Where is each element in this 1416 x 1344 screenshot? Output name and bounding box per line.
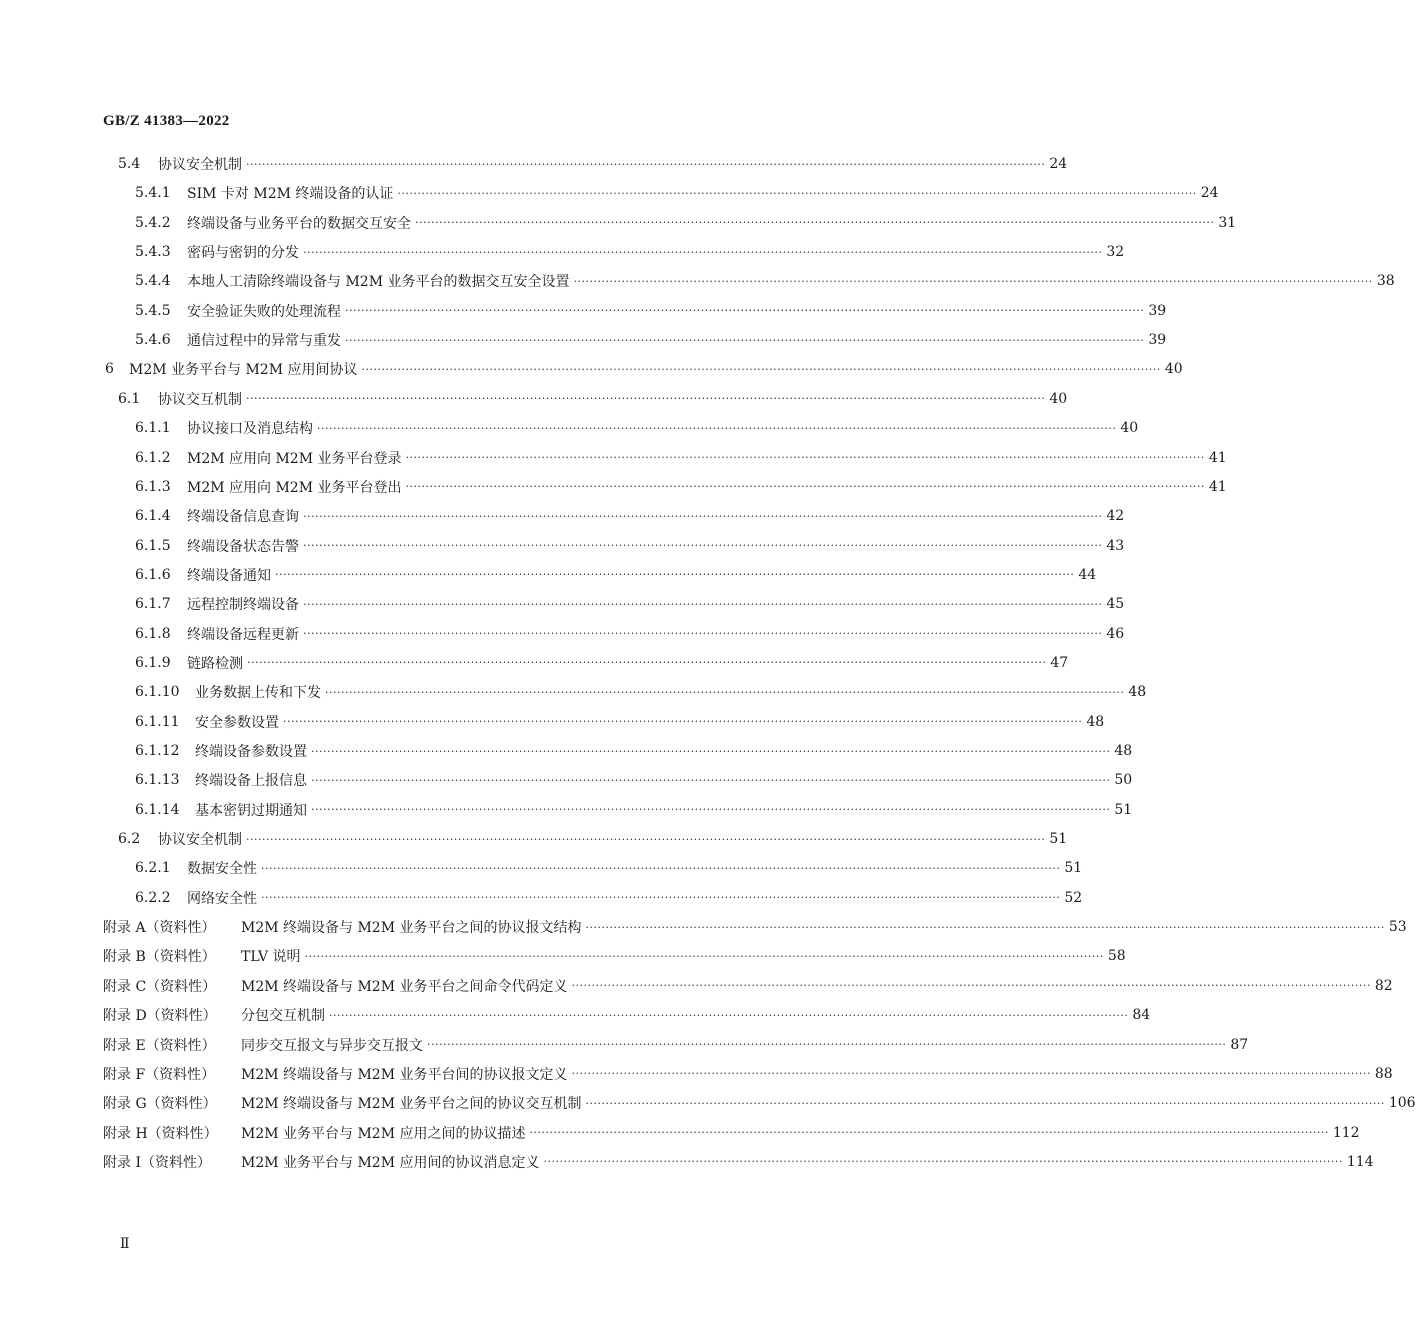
toc-entry-page: 106 (1388, 1095, 1416, 1112)
toc-entry-page: 41 (1208, 449, 1227, 466)
toc-entry-title: 通信过程中的异常与重发 (187, 333, 341, 350)
toc-entry-number: 6.1.13 (135, 772, 180, 789)
standard-code: GB/Z 41383—2022 (103, 113, 230, 129)
toc-dot-leader: ········································································································································································································ (246, 832, 1046, 846)
toc-entry-title: M2M 终端设备与 M2M 业务平台间的协议报文定义 (241, 1066, 568, 1083)
toc-entry[interactable] (135, 504, 1125, 528)
toc-entry-title: M2M 业务平台与 M2M 应用间协议 (129, 362, 358, 379)
toc-entry[interactable] (135, 798, 1133, 822)
toc-entry[interactable] (103, 1033, 1249, 1057)
toc-entry-title: 协议接口及消息结构 (187, 421, 313, 438)
toc-entry-page: 51 (1064, 860, 1083, 877)
toc-entry-page: 112 (1332, 1124, 1360, 1141)
toc-entry-page: 46 (1106, 625, 1125, 642)
toc-entry-page: 47 (1050, 654, 1069, 671)
toc-entry-page: 48 (1114, 743, 1133, 759)
toc-entry-number: 附录 E（资料性） (103, 1037, 216, 1054)
toc-entry-title: 协议安全机制 (158, 832, 242, 849)
toc-dot-leader: ········································································································································································································ (361, 362, 1161, 376)
toc-entry-page: 45 (1106, 596, 1125, 613)
toc-entry[interactable] (135, 739, 1133, 763)
toc-entry-number: 5.4.2 (135, 214, 171, 231)
toc-entry-page: 38 (1376, 273, 1395, 290)
toc-dot-leader: ········································································································································································································ (571, 979, 1371, 993)
toc-entry-page: 32 (1106, 244, 1125, 261)
toc-dot-leader: ········································································································································································································ (529, 1126, 1329, 1140)
toc-entry-title: 网络安全性 (187, 890, 257, 907)
toc-entry-page: 40 (1049, 390, 1068, 407)
toc-entry[interactable] (135, 211, 1237, 235)
toc-dot-leader: ········································································································································································································ (325, 685, 1125, 699)
toc-entry-title: 终端设备状态告警 (187, 538, 299, 555)
toc-entry[interactable] (135, 710, 1105, 734)
toc-entry[interactable] (135, 534, 1125, 558)
toc-dot-leader: ········································································································································································································ (571, 1067, 1371, 1081)
toc-dot-leader: ········································································································································································································ (585, 920, 1385, 934)
toc-entry[interactable] (103, 1091, 1416, 1115)
toc-entry[interactable] (135, 416, 1139, 440)
toc-dot-leader: ········································································································································································································ (275, 568, 1075, 582)
toc-entry[interactable] (135, 181, 1219, 205)
toc-entry[interactable] (135, 240, 1125, 264)
toc-entry-title: M2M 业务平台与 M2M 应用间的协议消息定义 (241, 1154, 540, 1171)
toc-entry-number: 5.4.4 (135, 273, 171, 290)
toc-entry-number: 5.4.5 (135, 302, 171, 319)
toc-entry-number: 附录 I（资料性） (103, 1154, 211, 1171)
toc-dot-leader: ········································································································································································································ (585, 1096, 1385, 1110)
toc-entry-title: M2M 业务平台与 M2M 应用之间的协议描述 (241, 1125, 526, 1142)
toc-entry-title: 本地人工清除终端设备与 M2M 业务平台的数据交互安全设置 (187, 274, 570, 291)
toc-dot-leader: ········································································································································································································ (397, 186, 1197, 200)
toc-entry-page: 88 (1374, 1065, 1393, 1082)
toc-entry[interactable] (103, 944, 1126, 968)
toc-entry-page: 114 (1346, 1153, 1374, 1170)
toc-entry-page: 40 (1120, 420, 1139, 437)
toc-entry-page: 39 (1148, 302, 1167, 319)
toc-dot-leader: ········································································································································································································ (405, 480, 1205, 494)
toc-entry[interactable] (135, 768, 1133, 792)
toc-entry-number: 附录 D（资料性） (103, 1008, 217, 1025)
toc-entry[interactable] (135, 446, 1227, 470)
toc-entry-number: 6.2 (118, 831, 141, 848)
toc-entry-title: 终端设备信息查询 (187, 509, 299, 526)
toc-entry-page: 31 (1218, 214, 1237, 231)
toc-entry-page: 41 (1208, 478, 1227, 495)
toc-entry[interactable] (135, 299, 1167, 323)
toc-entry-number: 6.1 (118, 390, 141, 407)
toc-dot-leader: ········································································································································································································ (415, 216, 1215, 230)
toc-entry-title: 安全参数设置 (195, 714, 279, 731)
toc-entry-page: 58 (1107, 948, 1126, 965)
toc-entry[interactable] (103, 915, 1407, 939)
toc-dot-leader: ········································································································································································································ (543, 1155, 1343, 1169)
toc-dot-leader: ········································································································································································································ (246, 392, 1046, 406)
toc-dot-leader: ········································································································································································································ (311, 773, 1111, 787)
toc-entry-number: 附录 H（资料性） (103, 1125, 218, 1142)
toc-entry[interactable] (135, 269, 1395, 293)
toc-entry-title: 终端设备上报信息 (195, 773, 307, 790)
toc-entry-page: 43 (1106, 537, 1125, 554)
toc-entry-number: 6.1.5 (135, 537, 171, 554)
toc-entry-number: 6.1.3 (135, 478, 171, 495)
toc-entry-page: 84 (1132, 1007, 1151, 1024)
toc-entry-number: 6.1.8 (135, 625, 171, 642)
toc-dot-leader: ········································································································································································································ (303, 245, 1103, 259)
toc-entry-number: 5.4 (118, 156, 141, 172)
toc-entry-page: 51 (1114, 801, 1133, 818)
toc-dot-leader: ········································································································································································································ (247, 656, 1047, 670)
page-number: Ⅱ (120, 1236, 130, 1252)
toc-entry-title: 远程控制终端设备 (187, 597, 299, 614)
toc-dot-leader: ········································································································································································································ (303, 539, 1103, 553)
toc-entry-page: 51 (1049, 831, 1068, 848)
toc-entry-number: 附录 C（资料性） (103, 978, 217, 995)
toc-entry-number: 5.4.3 (135, 244, 171, 261)
toc-entry-page: 53 (1388, 919, 1407, 936)
toc-entry-title: 同步交互报文与异步交互报文 (241, 1037, 423, 1054)
toc-entry-title: M2M 应用向 M2M 业务平台登录 (187, 450, 402, 467)
toc-entry-page: 40 (1164, 361, 1183, 378)
toc-dot-leader: ········································································································································································································ (345, 304, 1145, 318)
toc-entry-title: 密码与密钥的分发 (187, 245, 299, 262)
toc-entry-title: M2M 终端设备与 M2M 业务平台之间的协议报文结构 (241, 920, 582, 937)
toc-entry[interactable] (135, 475, 1227, 499)
toc-entry-number: 6 (105, 361, 114, 378)
toc-entry[interactable] (103, 1121, 1360, 1145)
toc-entry[interactable] (135, 622, 1125, 646)
toc-entry-title: 协议交互机制 (158, 391, 242, 408)
toc-entry-page: 44 (1078, 566, 1097, 583)
toc-entry[interactable] (135, 328, 1167, 352)
toc-entry-page: 48 (1086, 713, 1105, 730)
toc-entry-number: 6.1.7 (135, 596, 171, 613)
toc-dot-leader: ········································································································································································································ (427, 1038, 1227, 1051)
toc-dot-leader: ········································································································································································································ (261, 861, 1061, 875)
toc-entry-page: 82 (1374, 977, 1393, 994)
toc-dot-leader: ········································································································································································································ (317, 421, 1117, 435)
toc-entry-page: 52 (1064, 889, 1083, 906)
toc-entry-title: 终端设备与业务平台的数据交互安全 (187, 215, 411, 232)
toc-entry-title: 协议安全机制 (158, 157, 242, 173)
toc-entry-number: 6.2.1 (135, 860, 171, 877)
toc-entry-page: 42 (1106, 508, 1125, 525)
toc-entry-number: 附录 F（资料性） (103, 1066, 216, 1083)
toc-entry[interactable] (103, 1150, 1374, 1174)
toc-entry[interactable] (118, 387, 1068, 411)
toc-entry-number: 6.2.2 (135, 889, 171, 906)
toc-entry-page: 24 (1049, 156, 1068, 172)
toc-entry-page: 87 (1230, 1036, 1249, 1053)
toc-dot-leader: ········································································································································································································ (303, 627, 1103, 641)
toc-entry[interactable] (135, 592, 1125, 616)
toc-dot-leader: ········································································································································································································ (311, 803, 1111, 817)
toc-entry[interactable] (103, 974, 1393, 998)
toc-entry[interactable] (105, 357, 1183, 381)
toc-entry-page: 39 (1148, 332, 1167, 349)
toc-entry[interactable] (103, 1003, 1151, 1027)
toc-entry-number: 6.1.4 (135, 508, 171, 525)
toc-entry-title: 终端设备参数设置 (195, 744, 307, 760)
toc-dot-leader: ········································································································································································································ (246, 157, 1046, 171)
toc-entry[interactable] (103, 1062, 1393, 1086)
toc-entry[interactable] (135, 563, 1097, 587)
toc-entry-number: 5.4.6 (135, 332, 171, 349)
toc-entry-title: 安全验证失败的处理流程 (187, 303, 341, 320)
toc-entry[interactable] (135, 886, 1083, 910)
toc-entry-number: 6.1.10 (135, 684, 180, 701)
toc-entry-title: 链路检测 (187, 655, 243, 672)
toc-entry-number: 6.1.9 (135, 654, 171, 671)
toc-entry-title: 终端设备远程更新 (187, 626, 299, 643)
toc-dot-leader: ········································································································································································································ (283, 715, 1083, 729)
toc-entry-title: M2M 终端设备与 M2M 业务平台之间命令代码定义 (241, 978, 568, 995)
toc-entry-title: M2M 终端设备与 M2M 业务平台之间的协议交互机制 (241, 1096, 582, 1113)
toc-entry-title: 基本密钥过期通知 (195, 802, 307, 819)
toc-entry-number: 附录 G（资料性） (103, 1096, 217, 1113)
toc-entry-number: 6.1.1 (135, 420, 171, 437)
toc-entry-number: 6.1.12 (135, 743, 180, 759)
toc-entry-number: 6.1.14 (135, 801, 180, 818)
toc-entry-title: TLV 说明 (241, 949, 301, 966)
toc-entry-number: 6.1.2 (135, 449, 171, 466)
toc-entry-number: 附录 A（资料性） (103, 920, 216, 937)
toc-dot-leader: ········································································································································································································ (311, 744, 1111, 758)
toc-entry-number: 5.4.1 (135, 185, 171, 202)
toc-dot-leader: ········································································································································································································ (261, 891, 1061, 905)
toc-entry-number: 附录 B（资料性） (103, 949, 216, 966)
toc-entry-title: 数据安全性 (187, 861, 257, 878)
toc-dot-leader: ········································································································································································································ (304, 949, 1104, 963)
toc-dot-leader: ········································································································································································································ (345, 333, 1145, 347)
toc-entry[interactable] (118, 152, 1068, 176)
toc-entry[interactable] (118, 827, 1068, 851)
toc-entry-number: 6.1.6 (135, 566, 171, 583)
toc-entry-title: 终端设备通知 (187, 567, 271, 584)
toc-entry[interactable] (135, 680, 1147, 704)
toc-entry-title: 业务数据上传和下发 (195, 685, 321, 702)
toc-entry-number: 6.1.11 (135, 713, 180, 730)
toc-entry-page: 48 (1128, 684, 1147, 701)
toc-dot-leader: ········································································································································································································ (329, 1008, 1129, 1022)
toc-dot-leader: ········································································································································································································ (303, 597, 1103, 611)
toc-entry[interactable] (135, 856, 1083, 880)
toc-dot-leader: ········································································································································································································ (303, 509, 1103, 523)
toc-dot-leader: ········································································································································································································ (573, 274, 1373, 288)
toc-entry[interactable] (135, 651, 1069, 675)
toc-entry-page: 50 (1114, 772, 1133, 789)
toc-entry-title: M2M 应用向 M2M 业务平台登出 (187, 479, 402, 496)
toc-entry-title: 分包交互机制 (241, 1008, 325, 1025)
toc-entry-page: 24 (1200, 185, 1219, 202)
toc-entry-title: SIM 卡对 M2M 终端设备的认证 (187, 186, 394, 203)
toc-dot-leader: ········································································································································································································ (405, 451, 1205, 464)
